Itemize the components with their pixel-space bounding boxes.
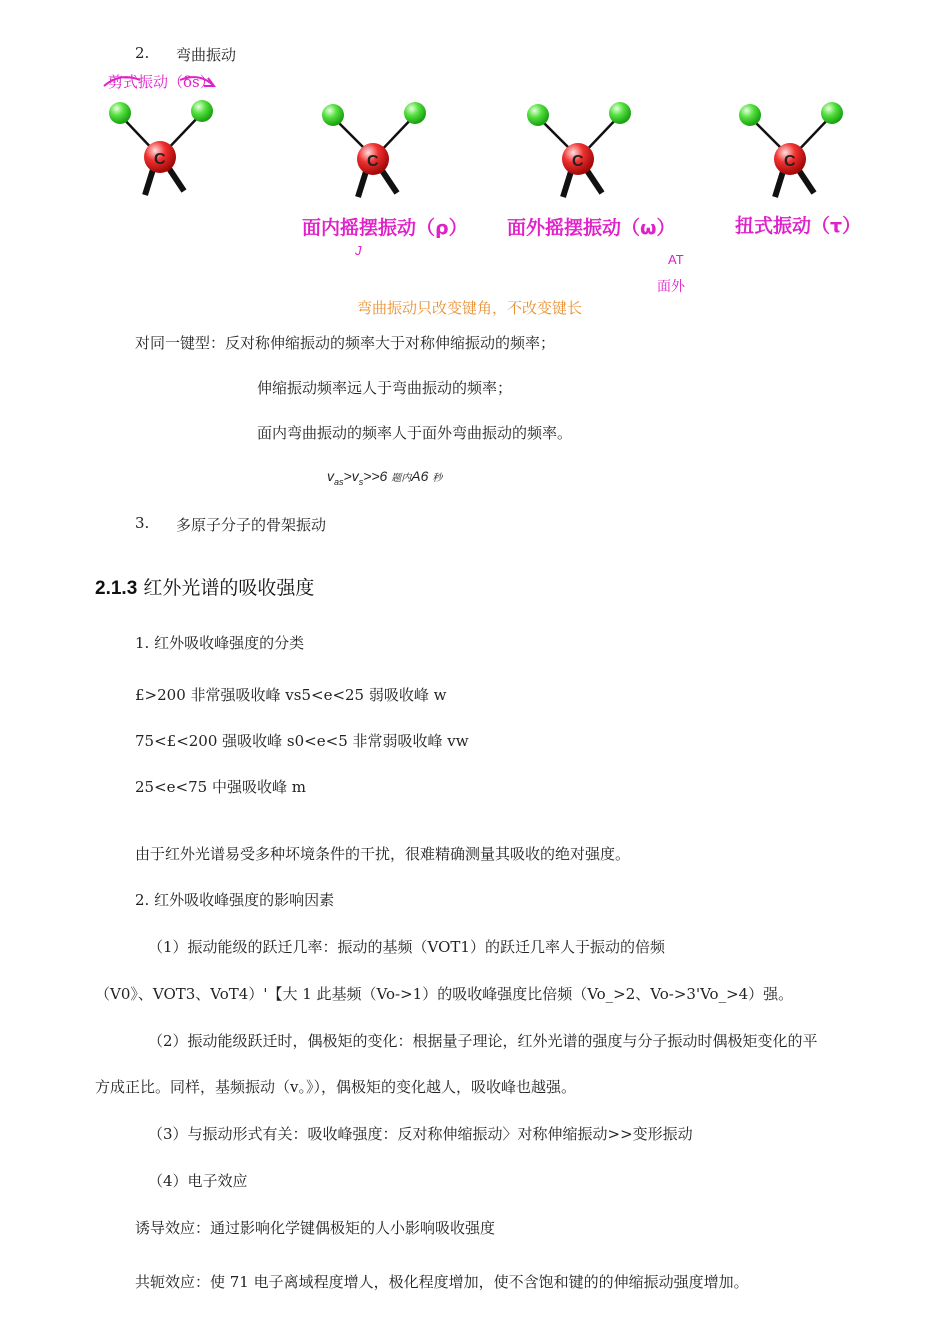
rule-line-2: 伸缩振动频率远人于弯曲振动的频率； xyxy=(257,379,513,397)
outplane-wagging-label: 面外摇摆振动（ω） xyxy=(507,217,676,239)
formula-v: v xyxy=(327,468,334,484)
factor-3: （3）与振动形式有关：吸收峰强度：反对称伸缩振动〉对称伸缩振动>>变形振动 xyxy=(148,1125,693,1143)
factor-4: （4）电子效应 xyxy=(148,1172,248,1190)
frequency-formula xyxy=(327,468,442,487)
molecule-twisting xyxy=(730,97,850,207)
section-3-number: 3. xyxy=(135,514,150,532)
mark-j: J xyxy=(355,243,362,258)
molecule-outplane-wagging xyxy=(518,97,638,207)
classify-title: 1. 红外吸收峰强度的分类 xyxy=(135,634,305,652)
measurement-note: 由于红外光谱易受多种坏境条件的干扰，很难精确测量其吸收的绝对强度。 xyxy=(135,845,631,863)
classify-row-3: 25<e<75 中强吸收峰 m xyxy=(135,778,306,796)
mark-at: AT xyxy=(668,252,684,267)
molecule-shear xyxy=(100,95,220,205)
mark-miwai: 面外 xyxy=(657,279,685,295)
factor-2-line-a: （2）振动能级跃迁时，偶极矩的变化：根据量子理论，红外光谱的强度与分子振动时偶极矩变化的平 xyxy=(148,1032,818,1050)
inductive-effect: 诱导效应：通过影响化学键偶极矩的人小影响吸收强度 xyxy=(135,1219,496,1237)
shear-vibration-label: 剪式振动（δs） xyxy=(108,73,215,91)
hydrogen-atom xyxy=(109,102,131,124)
shear-arrow-icon xyxy=(100,70,220,92)
formula-a6: A6 xyxy=(411,468,429,484)
factor-1-line-b: （V0》、VOT3、VoT4）'【大 1 此基频（Vo->1）的吸收峰强度比倍频（Vo_>2、Vo->3'Vo_>4）强。 xyxy=(95,985,794,1003)
formula-small-1: 题内 xyxy=(391,473,412,484)
section-heading-title: 红外光谱的吸收强度 xyxy=(143,577,315,599)
carbon-atom-label: C xyxy=(572,153,584,170)
twisting-label: 扭式振动（τ） xyxy=(735,215,862,237)
classify-row-1: £>200 非常强吸收峰 vs5<e<25 弱吸收峰 w xyxy=(135,686,447,704)
factor-2-line-b: 方成正比。同样，基频振动（v。》），偶极矩的变化越人，吸收峰也越强。 xyxy=(95,1078,576,1096)
formula-sub-as: as xyxy=(334,476,344,487)
molecule-inplane-rocking xyxy=(313,97,433,207)
formula-rest: >>6 xyxy=(363,468,388,484)
section-3-title: 多原子分子的骨架振动 xyxy=(176,516,327,534)
hydrogen-atom xyxy=(191,100,213,122)
section-heading-number: 2.1.3 xyxy=(95,578,138,599)
carbon-atom-label: C xyxy=(367,153,379,170)
rule-line-1: 对同一键型：反对称伸缩振动的频率大于对称伸缩振动的频率； xyxy=(135,334,556,352)
bend-note: 弯曲振动只改变键角，不改变键长 xyxy=(357,299,583,317)
carbon-atom-label: C xyxy=(154,151,166,168)
formula-sub-s: s xyxy=(358,476,364,487)
factor-1-line-a: （1）振动能级的跃迁几率：振动的基频（VOT1）的跃迁几率人于振动的倍频 xyxy=(148,938,665,956)
rule-line-3: 面内弯曲振动的频率人于面外弯曲振动的频率。 xyxy=(257,424,573,442)
factors-title: 2. 红外吸收峰强度的影响因素 xyxy=(135,891,335,909)
section-heading xyxy=(95,573,314,600)
formula-small-2: 秒 xyxy=(432,473,443,484)
classify-row-2: 75<£<200 强吸收峰 s0<e<5 非常弱吸收峰 vw xyxy=(135,732,469,750)
section-2-title: 弯曲振动 xyxy=(176,46,237,64)
inplane-rocking-label: 面内摇摆振动（ρ） xyxy=(302,217,468,239)
formula-gt-v: >v xyxy=(343,468,359,484)
carbon-atom-label: C xyxy=(784,153,796,170)
conjugation-effect: 共轭效应：使 71 电子离域程度增人，极化程度增加，使不含饱和键的的伸缩振动强度增加。 xyxy=(135,1273,749,1291)
section-2-number: 2. xyxy=(135,44,150,62)
